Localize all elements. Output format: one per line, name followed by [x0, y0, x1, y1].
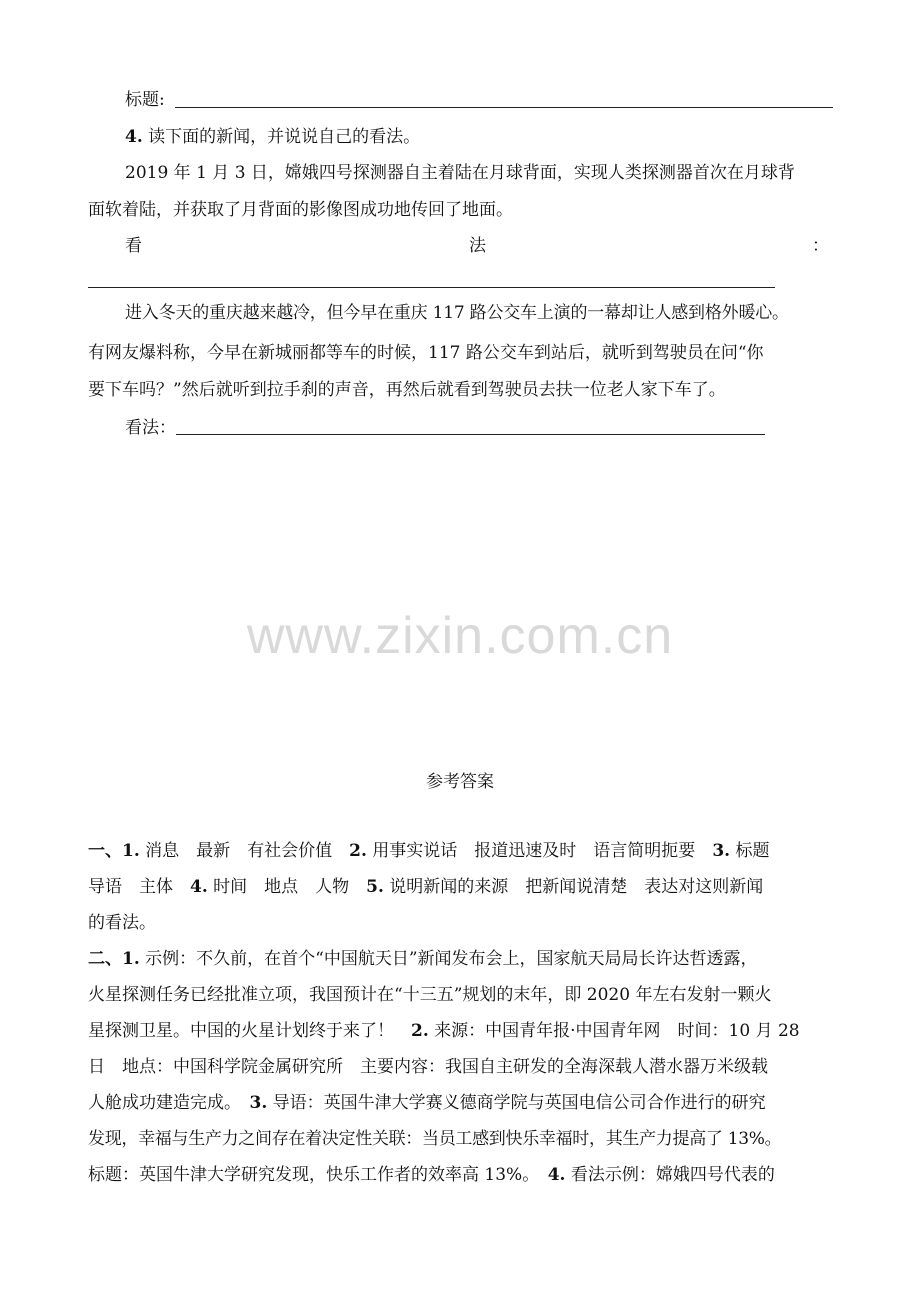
answer-number: 2. — [349, 841, 367, 861]
question-number: 4. — [125, 127, 143, 147]
answer-number: 1. — [122, 949, 140, 969]
opinion-label-kan: 看 — [125, 236, 142, 256]
title-answer-blank[interactable] — [175, 107, 833, 108]
opinion-label-fa: 法 — [469, 236, 486, 256]
section-2-marker: 二、 — [88, 949, 122, 969]
answer-text: 标题 — [730, 841, 770, 861]
watermark: www.zixin.com.cn — [246, 607, 674, 665]
answers-s2-line-1 — [88, 947, 758, 971]
answer-text: 示例：不久前，在首个“中国航天日”新闻发布会上，国家航天局局长许达哲透露， — [139, 949, 758, 969]
answers-s1-line-3: 的看法。 — [88, 913, 156, 933]
opinion-2-answer-blank[interactable] — [176, 434, 765, 435]
title-label: 标题: — [125, 90, 165, 110]
section-1-marker: 一、 — [88, 841, 122, 861]
answer-number: 1. — [122, 841, 140, 861]
answer-number: 2. — [411, 1021, 429, 1041]
news-2-line-2: 有网友爆料称，今早在新城丽都等车的时候，117 路公交车到站后，就听到驾驶员在问“你 — [88, 343, 764, 363]
answer-text: 时间 地点 人物 — [207, 877, 367, 897]
answers-heading: 参考答案 — [426, 772, 494, 792]
opinion-2-label: 看法： — [125, 418, 176, 438]
answers-s2-line-6: 发现，幸福与生产力之间存在着决定性关联：当员工感到快乐幸福时，其生产力提高了 13%。 — [88, 1129, 782, 1149]
answers-s2-line-5 — [88, 1091, 766, 1115]
answer-text: 看法示例：嫦娥四号代表的 — [565, 1165, 775, 1185]
answer-text: 用事实说话 报道迅速及时 语言简明扼要 — [366, 841, 713, 861]
answers-s1-line-2 — [88, 875, 763, 899]
question-4-prompt — [125, 125, 420, 149]
answer-number: 3. — [712, 841, 731, 861]
answer-number: 4. — [190, 877, 208, 897]
news-1-line-2: 面软着陆，并获取了月背面的影像图成功地传回了地面。 — [88, 200, 513, 220]
answers-s2-line-3 — [88, 1019, 800, 1043]
answer-number: 4. — [547, 1165, 566, 1185]
opinion-label-colon: ： — [812, 236, 829, 256]
answer-text: 导语 主体 — [88, 877, 190, 897]
answer-text: 星探测卫星。中国的火星计划终于来了！ — [88, 1021, 411, 1041]
answers-s1-line-1 — [88, 839, 769, 863]
answer-number: 5. — [366, 877, 384, 897]
answer-number: 3. — [249, 1093, 268, 1113]
news-2-line-1: 进入冬天的重庆越来越冷，但今早在重庆 117 路公交车上演的一幕却让人感到格外暖心。 — [125, 303, 789, 323]
news-1-line-1: 2019 年 1 月 3 日，嫦娥四号探测器自主着陆在月球背面，实现人类探测器首次在月球背 — [125, 163, 795, 183]
news-2-line-3: 要下车吗？”然后就听到拉手刹的声音，再然后就看到驾驶员去扶一位老人家下车了。 — [88, 380, 726, 400]
answers-s2-line-4: 日 地点：中国科学院金属研究所 主要内容：我国自主研发的全海深载人潜水器万米级载 — [88, 1057, 768, 1077]
answer-text: 标题：英国牛津大学研究发现，快乐工作者的效率高 13%。 — [88, 1165, 548, 1185]
answers-s2-line-7 — [88, 1163, 775, 1187]
answer-text: 消息 最新 有社会价值 — [139, 841, 350, 861]
answers-s2-line-2: 火星探测任务已经批准立项，我国预计在“十三五”规划的末年，即 2020 年左右发射一颗火 — [88, 985, 772, 1005]
question-text: 读下面的新闻，并说说自己的看法。 — [148, 127, 421, 147]
opinion-1-answer-blank[interactable] — [88, 287, 775, 288]
answer-text: 人舱成功建造完成。 — [88, 1093, 250, 1113]
answer-text: 来源：中国青年报·中国青年网 时间：10 月 28 — [428, 1021, 800, 1041]
answer-text: 导语：英国牛津大学赛义德商学院与英国电信公司合作进行的研究 — [267, 1093, 766, 1113]
answer-text: 说明新闻的来源 把新闻说清楚 表达对这则新闻 — [383, 877, 764, 897]
